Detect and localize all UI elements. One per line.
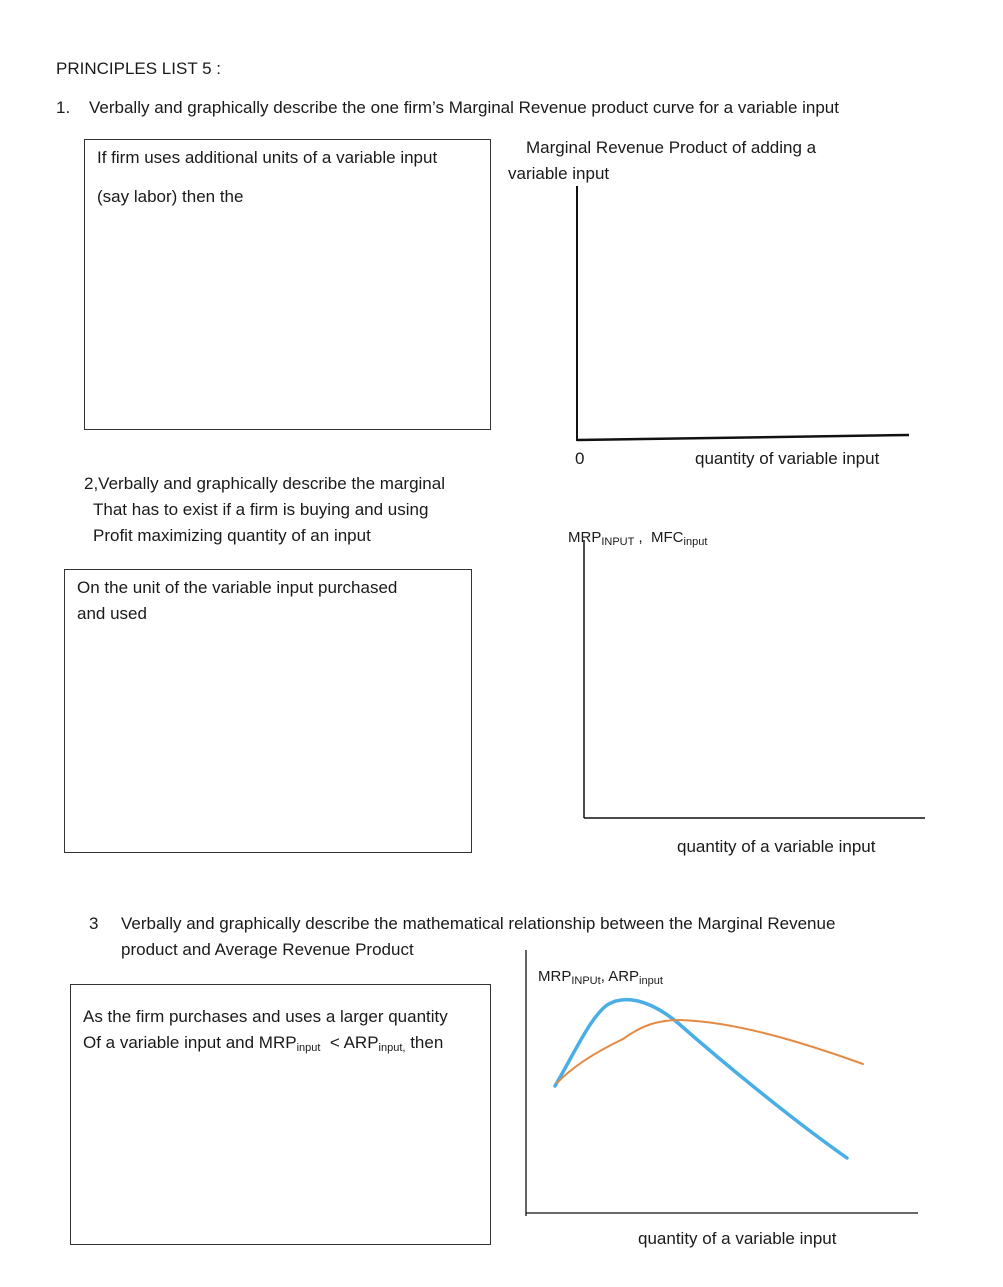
q3-number: 3 xyxy=(89,914,99,933)
q3-mrp-label: MRP xyxy=(538,968,572,985)
q1-box-line1: If firm uses additional units of a variable input xyxy=(97,148,438,167)
q3-box-line1: As the firm purchases and uses a larger quantity xyxy=(83,1007,448,1026)
q2-box-line2: and used xyxy=(77,604,147,623)
q3-prompt-line1: Verbally and graphically describe the mathematical relationship between the Marginal Revenue xyxy=(121,914,836,933)
q3-graph-x-label: quantity of a variable input xyxy=(638,1229,837,1248)
q3-box-line2-b: < ARP xyxy=(320,1033,379,1052)
q1-graph-x-label: quantity of variable input xyxy=(695,449,880,468)
q2-prompt-line3: Profit maximizing quantity of an input xyxy=(93,526,371,545)
q2-mfc-sub: input xyxy=(683,536,708,548)
q3-mrp-sub: INPUt xyxy=(571,975,601,987)
q1-graph-y-label-line2: variable input xyxy=(508,164,610,183)
q3-arp-sub: input xyxy=(639,975,663,987)
q2-box-line1: On the unit of the variable input purchased xyxy=(77,578,398,597)
q3-box-line2-c: then xyxy=(405,1033,444,1052)
q2-label-sep: , xyxy=(634,529,652,546)
q2-prompt-line2: That has to exist if a firm is buying and using xyxy=(93,500,429,519)
q3-prompt-line2: product and Average Revenue Product xyxy=(121,940,414,959)
q3-box-line2-sub2: input, xyxy=(378,1042,406,1054)
q1-graph-origin: 0 xyxy=(575,449,585,468)
q1-prompt: Verbally and graphically describe the one firm’s Marginal Revenue product curve for a variable input xyxy=(89,98,839,117)
page-title: PRINCIPLES LIST 5 : xyxy=(56,59,222,78)
q2-mrp-label: MRP xyxy=(568,529,602,546)
q2-mfc-label: MFC xyxy=(651,529,684,546)
q2-mrp-sub: INPUT xyxy=(601,536,635,548)
q2-graph-x-label: quantity of a variable input xyxy=(677,837,876,856)
q3-label-sep: , xyxy=(600,968,609,985)
mrp-curve xyxy=(555,1000,847,1158)
q2-prompt-line1: 2,Verbally and graphically describe the marginal xyxy=(84,474,445,493)
q1-graph-y-label-line1: Marginal Revenue Product of adding a xyxy=(526,138,817,157)
q3-arp-label: ARP xyxy=(608,968,640,985)
q1-number: 1. xyxy=(56,98,71,117)
q3-box-line2-a: Of a variable input and MRP xyxy=(83,1033,297,1052)
q1-box-line2: (say labor) then the xyxy=(97,187,244,206)
q1-x-axis xyxy=(577,435,909,440)
q3-box-line2-sub1: input xyxy=(296,1042,321,1054)
